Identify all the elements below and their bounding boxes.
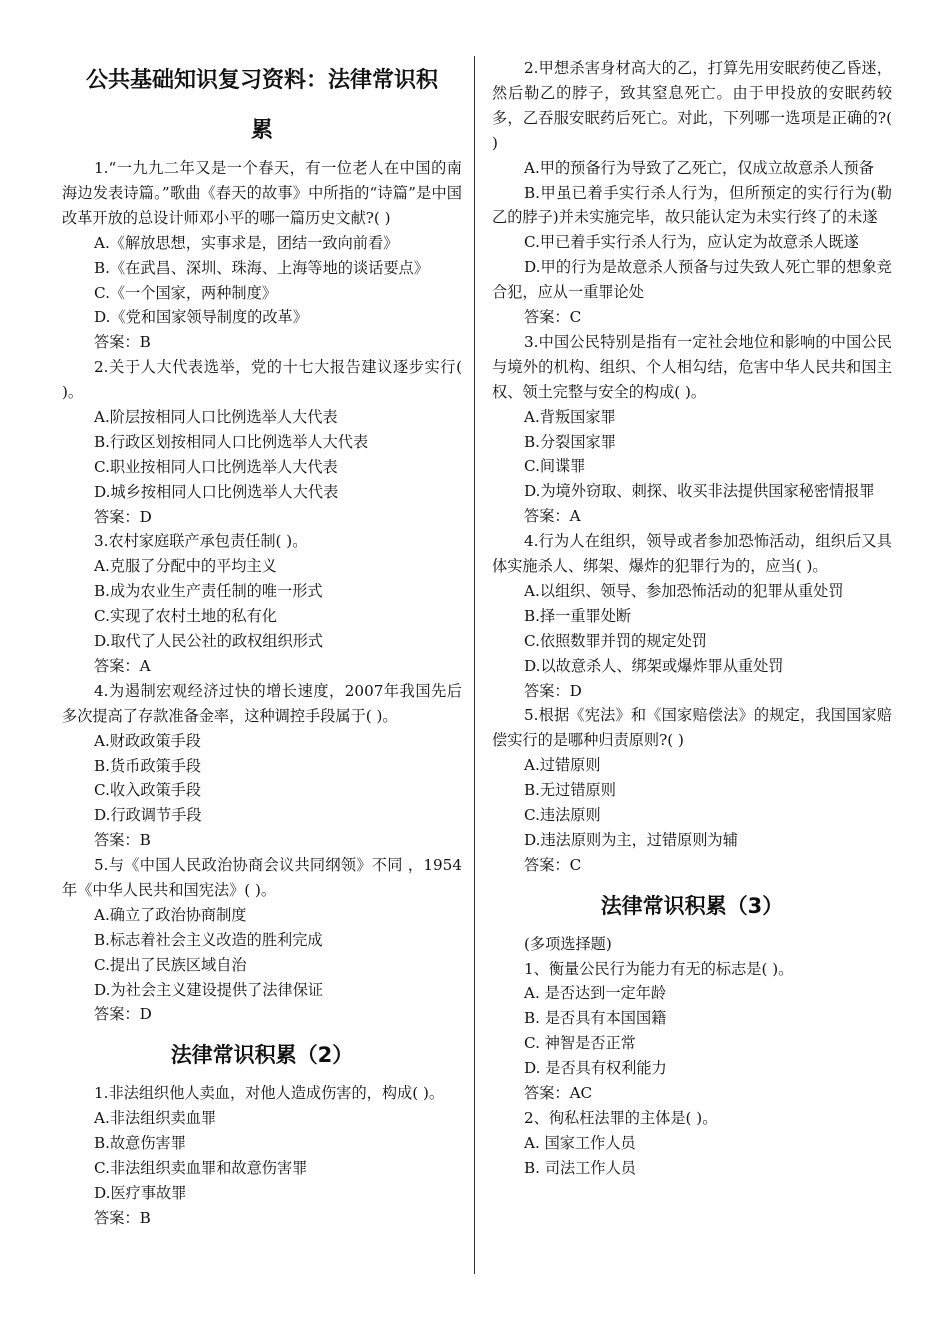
option: D.甲的行为是故意杀人预备与过失致人死亡罪的想象竞合犯，应从一重罪论处: [492, 258, 892, 302]
option: A.背叛国家罪: [524, 407, 616, 426]
option: C.甲已着手实行杀人行为，应认定为故意杀人既遂: [524, 233, 859, 252]
option: C.间谍罪: [524, 457, 586, 476]
section-heading: 法律常识积累（2）: [170, 1043, 354, 1068]
option: B.货币政策手段: [94, 756, 202, 775]
question-block: [492, 529, 892, 703]
option: C.《一个国家，两种制度》: [94, 283, 277, 302]
option: B.择一重罪处断: [524, 606, 632, 625]
title-line-2: 累: [250, 118, 273, 143]
answer: 答案：B: [94, 333, 151, 352]
question-block: [62, 679, 462, 853]
question-stem: 4.行为人在组织，领导或者参加恐怖活动，组织后又具体实施杀人、绑架、爆炸的犯罪行为的，应当( )。: [492, 532, 892, 576]
question-stem: 2.甲想杀害身材高大的乙，打算先用安眠药使乙昏迷，然后勒乙的脖子，致其窒息死亡。由于甲投放的安眠药较多，乙吞服安眠药后死亡。对此，下列哪一选项是正确的?( ): [492, 59, 892, 152]
option: D.城乡按相同人口比例选举人大代表: [94, 482, 339, 501]
option: D.医疗事故罪: [94, 1183, 187, 1202]
option: D.为境外窃取、刺探、收买非法提供国家秘密情报罪: [524, 482, 875, 501]
question-block: [62, 1081, 462, 1230]
question-stem: 1.“一九九二年又是一个春天，有一位老人在中国的南海边发表诗篇。”歌曲《春天的故事》中所指的“诗篇”是中国改革开放的总设计师邓小平的哪一篇历史文献?( ): [62, 159, 462, 227]
option: A.以组织、领导、参加恐怖活动的犯罪从重处罚: [524, 581, 844, 600]
option: C.依照数罪并罚的规定处罚: [524, 631, 707, 650]
answer: 答案：D: [94, 507, 152, 526]
question-stem: 3.农村家庭联产承包责任制( )。: [94, 532, 308, 551]
option: A.《解放思想，实事求是，团结一致向前看》: [94, 233, 399, 252]
option: A.确立了政治协商制度: [94, 905, 247, 924]
question-stem: 1.非法组织他人卖血，对他人造成伤害的，构成( )。: [94, 1084, 445, 1103]
option: D.行政调节手段: [94, 806, 202, 825]
option: A.过错原则: [524, 756, 601, 775]
answer: 答案：C: [524, 855, 582, 874]
option: A. 国家工作人员: [524, 1133, 636, 1152]
question-stem: 1、衡量公民行为能力有无的标志是( )。: [524, 959, 794, 978]
answer: 答案：D: [524, 681, 582, 700]
answer: 答案：B: [94, 831, 151, 850]
option: B.故意伤害罪: [94, 1134, 186, 1153]
column-divider: [474, 56, 475, 1274]
option: C.违法原则: [524, 806, 601, 824]
option: C.职业按相同人口比例选举人大代表: [94, 457, 338, 476]
question-block: [492, 703, 892, 877]
answer: 答案：A: [94, 656, 151, 675]
option: B.无过错原则: [524, 781, 616, 800]
option: B.成为农业生产责任制的唯一形式: [94, 582, 323, 601]
option: B. 是否具有本国国籍: [524, 1009, 667, 1028]
question-block: [492, 330, 892, 529]
question-block: [62, 529, 462, 678]
option: A.阶层按相同人口比例选举人大代表: [94, 407, 338, 426]
option: A. 是否达到一定年龄: [524, 984, 667, 1003]
question-block: [492, 56, 892, 330]
option: A.财政政策手段: [94, 731, 201, 750]
option: A.甲的预备行为导致了乙死亡，仅成立故意杀人预备: [524, 158, 874, 177]
question-stem: 2、徇私枉法罪的主体是( )。: [524, 1108, 718, 1127]
question-stem: 4.为遏制宏观经济过快的增长速度，2007年我国先后多次提高了存款准备金率，这种调控手段属于( )。: [62, 681, 462, 725]
answer: 答案：B: [94, 1208, 151, 1227]
question-stem: 3.中国公民特别是指有一定社会地位和影响的中国公民与境外的机构、组织、个人相勾结，危害中华人民共和国主权、领土完整与安全的构成( )。: [492, 332, 892, 401]
option: D.为社会主义建设提供了法律保证: [94, 980, 324, 999]
option: B.分裂国家罪: [524, 432, 616, 451]
option: C.实现了农村土地的私有化: [94, 607, 277, 626]
option: C.收入政策手段: [94, 781, 202, 800]
option: D.以故意杀人、绑架或爆炸罪从重处罚: [524, 656, 784, 675]
question-block: [62, 355, 462, 529]
option: D. 是否具有权利能力: [524, 1059, 667, 1078]
option: C.非法组织卖血罪和故意伤害罪: [94, 1159, 308, 1178]
title-line-1: 公共基础知识复习资料：法律常识积: [85, 68, 438, 93]
option: D.取代了人民公社的政权组织形式: [94, 632, 324, 651]
section-heading: 法律常识积累（3）: [600, 893, 784, 918]
question-block: [62, 156, 462, 355]
option: B.《在武昌、深圳、珠海、上海等地的谈话要点》: [94, 258, 429, 277]
option: D.违法原则为主，过错原则为辅: [524, 830, 738, 849]
answer: 答案：AC: [524, 1084, 593, 1103]
question-stem: 5.与《中国人民政治协商会议共同纲领》不同 ，1954年《中华人民共和国宪法》( )。: [62, 856, 462, 899]
option: B.甲虽已着手实行杀人行为，但所预定的实行行为(勒乙的脖子)并未实施完毕，故只能认定为未实行终了的未遂: [492, 183, 892, 227]
left-column: [62, 56, 462, 1231]
question-type-note: (多项选择题): [524, 934, 612, 953]
question-block: [492, 957, 892, 1106]
question-block: [62, 853, 462, 1027]
document-title: [62, 56, 462, 156]
option: A.克服了分配中的平均主义: [94, 557, 277, 576]
option: D.《党和国家领导制度的改革》: [94, 308, 308, 327]
option: C. 神智是否正常: [524, 1034, 636, 1053]
question-block: [492, 1106, 892, 1181]
option: B.标志着社会主义改造的胜利完成: [94, 930, 323, 949]
question-stem: 5.根据《宪法》和《国家赔偿法》的规定，我国国家赔偿实行的是哪种归责原则?( ): [492, 706, 892, 750]
answer: 答案：D: [94, 1005, 152, 1024]
option: B. 司法工作人员: [524, 1158, 636, 1177]
answer: 答案：A: [524, 507, 581, 526]
option: A.非法组织卖血罪: [94, 1109, 217, 1128]
option: B.行政区划按相同人口比例选举人大代表: [94, 432, 369, 451]
right-column: [492, 56, 892, 1181]
option: C.提出了民族区域自治: [94, 955, 247, 974]
question-stem: 2.关于人大代表选举，党的十七大报告建议逐步实行( )。: [62, 358, 462, 402]
answer: 答案：C: [524, 308, 582, 327]
